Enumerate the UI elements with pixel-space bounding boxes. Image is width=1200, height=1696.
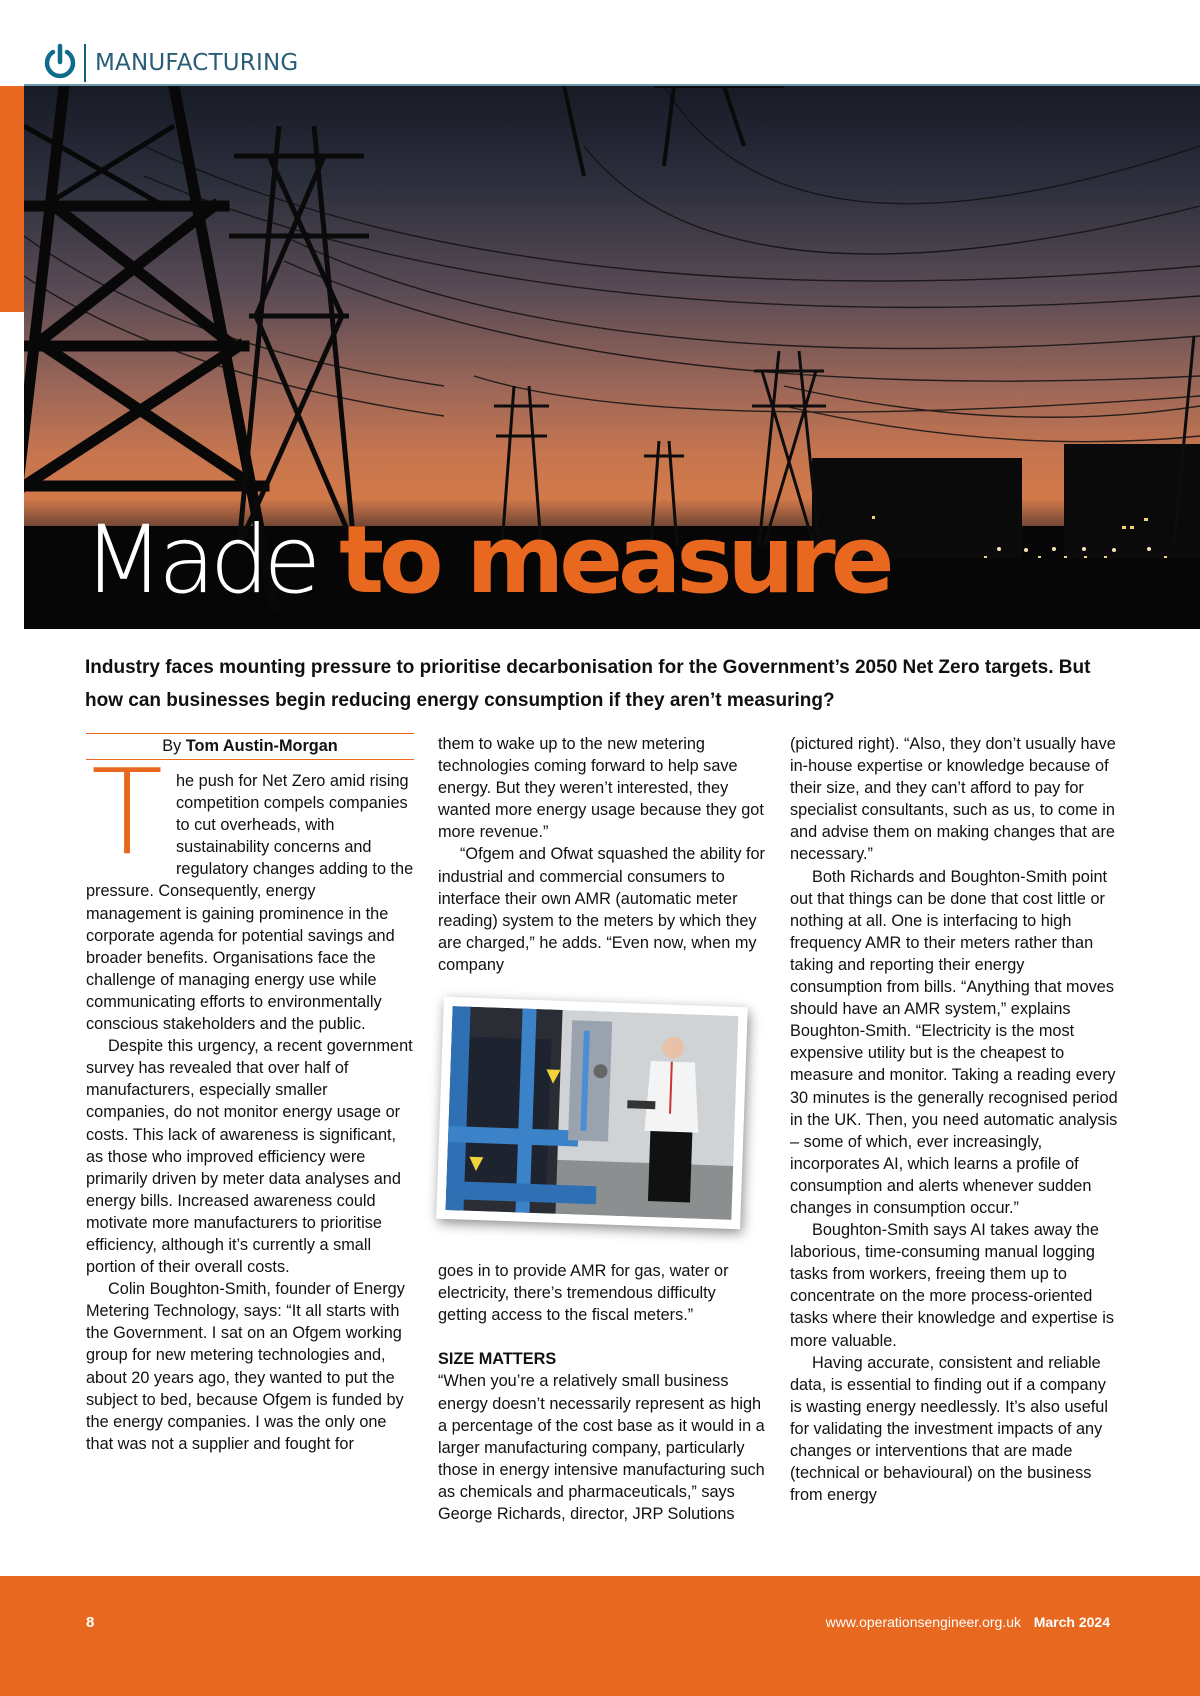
section-label: MANUFACTURING bbox=[95, 50, 299, 76]
paragraph: goes in to provide AMR for gas, water or electricity, there’s tremendous difficulty getting access to the fiscal meters.” bbox=[438, 1262, 729, 1325]
byline-author: Tom Austin-Morgan bbox=[185, 737, 338, 755]
paragraph: Boughton-Smith says AI takes away the laborious, time-consuming manual logging tasks from workers, freeing them up to concentrate on the more process-oriented tasks where their knowledge and expertise is more valuable. bbox=[790, 1221, 1114, 1350]
paragraph: them to wake up to the new metering technologies coming forward to help save energy. But they weren’t interested, they wanted more energy usage because they got more revenue.” bbox=[438, 735, 764, 842]
photo-frame bbox=[436, 997, 748, 1229]
headline-bold-part: to measure bbox=[339, 506, 890, 615]
headline-light-part: Made bbox=[83, 506, 340, 615]
byline-prefix: By bbox=[162, 737, 186, 755]
paragraph: (pictured right). “Also, they don’t usually have in-house expertise or knowledge because of their size, and they can’t afford to pay for specialist consultants, such as us, to come in and advise them on making changes that are necessary.” bbox=[790, 735, 1116, 864]
standfirst: Industry faces mounting pressure to prioritise decarbonisation for the Government’s 2050 Net Zero targets. But how can businesses begin reducing energy consumption if they aren’t measuring? bbox=[85, 657, 1091, 711]
article-column-2 bbox=[438, 733, 766, 1525]
headline bbox=[83, 506, 889, 616]
footer-url[interactable]: www.operationsengineer.org.uk bbox=[825, 1614, 1021, 1630]
paragraph: Despite this urgency, a recent government survey has revealed that over half of manufacturers, especially smaller companies, do not monitor energy usage or costs. This lack of awareness is significant, as those who improved efficiency were primarily driven by meter data analyses and energy bills. Increased awareness could motivate more manufacturers to prioritise efficiency, although it’s currently a small portion of their overall costs. bbox=[86, 1037, 413, 1277]
paragraph: “Ofgem and Ofwat squashed the ability for industrial and commercial consumers to interface their own AMR (automatic meter reading) system to the meters by which they are charged,” he adds. “Even now, when my company bbox=[438, 845, 765, 974]
drop-cap: T bbox=[90, 743, 164, 881]
page-number: 8 bbox=[86, 1614, 95, 1631]
footer-date: March 2024 bbox=[1033, 1614, 1110, 1630]
paragraph: Both Richards and Boughton-Smith point out that things can be done that cost little or nothing at all. One is interfacing to high frequency AMR to their meters rather than taking and reporting their energy consumption from bills. “Anything that moves should have an AMR system,” explains Boughton-Smith. “Electricity is the most expensive utility but is the cheapest to measure and monitor. Taking a reading every 30 minutes is the generally recognised period in the UK. Then, you need automatic analysis – some of which, ever increasingly, incorporates AI, which learns a profile of consumption and alerts whenever sudden changes in consumption occur.” bbox=[790, 867, 1118, 1217]
paragraph: Having accurate, consistent and reliable data, is essential to finding out if a company is wasting energy needlessly. It’s also useful for validating the investment impacts of any changes or interventions that are made (technical or behavioural) on the business from energy bbox=[790, 1353, 1108, 1505]
header-divider bbox=[84, 44, 86, 82]
power-icon bbox=[42, 43, 78, 81]
paragraph: Colin Boughton-Smith, founder of Energy Metering Technology, says: “It all starts with the Government. I sat on an Ofgem working group for new metering technologies and, about 20 years ago, they wanted to put the subject to bed, because Ofgem is funded by the energy companies. I was the only one that was not a supplier and fought for bbox=[86, 1280, 405, 1453]
paragraph-text: he push for Net Zero amid rising competition compels companies to cut overheads, with sustainability concerns and regulatory changes adding to the pressure. Consequently, energy management is gaining prominence in the corporate agenda for potential savings and broader benefits. Organisations face the challenge of managing energy use while communicating efforts to environmentally conscious stakeholders and the public. bbox=[86, 772, 414, 1034]
article-column-1 bbox=[86, 733, 414, 1455]
page-header bbox=[0, 0, 1200, 86]
subheading: SIZE MATTERS bbox=[438, 1350, 557, 1369]
article-photo bbox=[436, 996, 756, 1246]
paragraph: “When you’re a relatively small business energy doesn’t necessarily represent as high a percentage of the cost base as it would in a larger manufacturing company, particularly those in energy intensive manufacturing such as chemicals and pharmaceuticals,” says George Richards, director, JRP Solutions bbox=[438, 1372, 765, 1523]
page-footer bbox=[0, 1576, 1200, 1696]
engineer-with-equipment-photo bbox=[446, 1006, 739, 1220]
article-column-3 bbox=[790, 733, 1118, 1506]
